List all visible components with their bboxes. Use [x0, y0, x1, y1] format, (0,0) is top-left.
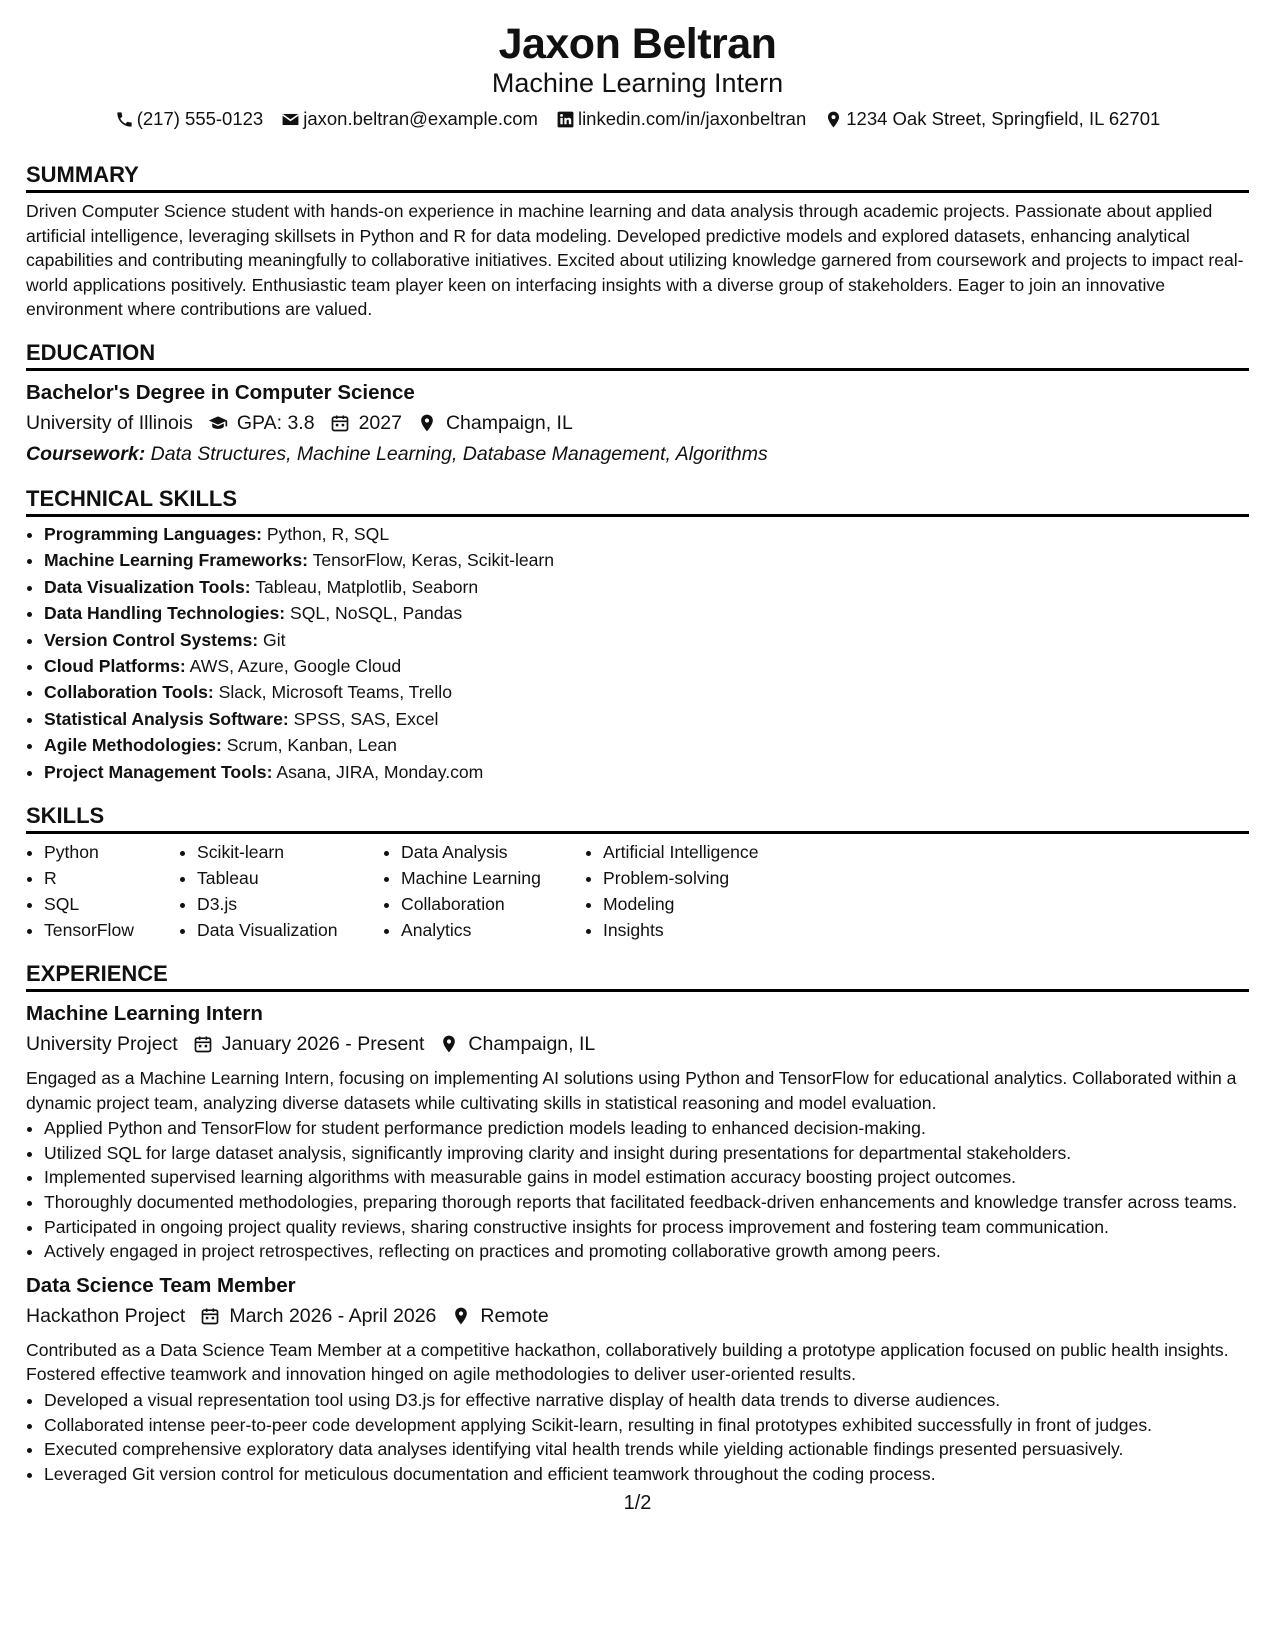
skill-values: Scrum, Kanban, Lean — [226, 735, 397, 756]
skill-item: • R — [44, 865, 179, 891]
job-bullet: • Actively engaged in project retrospectives, reflecting on practices and promoting collaborative growth among peers. — [44, 1239, 1249, 1264]
map-pin-icon — [417, 413, 437, 433]
job-entry — [26, 1000, 1249, 1264]
coursework — [26, 440, 1249, 468]
resume-page — [26, 18, 1249, 1486]
skill-item: • Python — [44, 839, 179, 865]
skill-item: • Data Analysis — [401, 839, 585, 865]
skill-category: Agile Methodologies: — [44, 735, 222, 756]
calendar-icon — [200, 1306, 220, 1326]
skill-item: • Artificial Intelligence — [603, 839, 823, 865]
job-bullet: • Leveraged Git version control for meticulous documentation and efficient teamwork throughout the coding process. — [44, 1462, 1249, 1487]
contact-phone[interactable] — [115, 106, 264, 132]
skill-values: TensorFlow, Keras, Scikit-learn — [312, 550, 555, 571]
skill-item: • Insights — [603, 917, 823, 943]
education-location: Champaign, IL — [445, 411, 573, 434]
skills-column — [179, 839, 383, 943]
job-location: Champaign, IL — [468, 1033, 596, 1056]
section-heading: SUMMARY — [26, 162, 1249, 193]
job-bullet: • Executed comprehensive exploratory data analyses identifying vital health trends while yielding actionable findings presented persuasively. — [44, 1437, 1249, 1462]
technical-skill-item — [44, 627, 1249, 653]
section-heading: EDUCATION — [26, 340, 1249, 371]
calendar-icon — [193, 1034, 213, 1054]
job-dates: March 2026 - April 2026 — [229, 1304, 437, 1327]
skill-item: • Scikit-learn — [197, 839, 383, 865]
skill-category: Data Handling Technologies: — [44, 603, 286, 624]
skill-category: Version Control Systems: — [44, 629, 259, 650]
skill-values: Slack, Microsoft Teams, Trello — [218, 682, 452, 703]
skill-values: SPSS, SAS, Excel — [293, 708, 439, 729]
skill-values: SQL, NoSQL, Pandas — [290, 603, 463, 624]
job-entry — [26, 1272, 1249, 1487]
skill-values: Tableau, Matplotlib, Seaborn — [255, 576, 479, 597]
section-heading: EXPERIENCE — [26, 961, 1249, 992]
technical-skill-item — [44, 600, 1249, 626]
envelope-icon — [281, 110, 300, 129]
degree-title: Bachelor's Degree in Computer Science — [26, 380, 415, 404]
technical-skill-item — [44, 759, 1249, 785]
section-heading: SKILLS — [26, 803, 1249, 834]
job-bullets — [26, 1388, 1249, 1486]
email-text: jaxon.beltran@example.com — [303, 108, 538, 129]
section-heading: TECHNICAL SKILLS — [26, 486, 1249, 517]
map-pin-icon — [824, 110, 843, 129]
calendar-icon — [330, 413, 350, 433]
technical-skill-item — [44, 547, 1249, 573]
technical-skills-list — [26, 521, 1249, 785]
address-text: 1234 Oak Street, Springfield, IL 62701 — [846, 108, 1161, 129]
summary-text: Driven Computer Science student with hands-on experience in machine learning and data analysis through academic projects. Passionate about applied artificial intelligence, leveraging skillsets in Python and R for data modeling. Developed predictive models and explored datasets, enhancing analytical capabilities and contributing meaningfully to collaborative initiatives. Excited about utilizing knowledge garnered from coursework and projects to impact real-world applications positively. Enthusiastic team player keen on interfacing insights with a diverse group of stakeholders. Eager to join an innovative environment where contributions are valued. — [26, 201, 1244, 320]
job-location: Remote — [480, 1304, 549, 1327]
skill-item: • Modeling — [603, 891, 823, 917]
job-title: Data Science Team Member — [26, 1273, 296, 1297]
job-meta — [26, 1030, 1249, 1058]
contact-email[interactable] — [281, 106, 538, 132]
skill-category: Machine Learning Frameworks: — [44, 550, 308, 571]
experience-section — [26, 961, 1249, 1486]
skill-category: Data Visualization Tools: — [44, 576, 251, 597]
job-bullet: • Utilized SQL for large dataset analysis, significantly improving clarity and insight during presentations for departmental stakeholders. — [44, 1141, 1249, 1166]
skill-values: Python, R, SQL — [266, 523, 390, 544]
gpa: GPA: 3.8 — [236, 411, 315, 434]
skills-section — [26, 803, 1249, 943]
summary-section — [26, 162, 1249, 322]
job-bullets — [26, 1116, 1249, 1264]
technical-skill-item — [44, 679, 1249, 705]
technical-skill-item — [44, 706, 1249, 732]
graduation-year: 2027 — [358, 411, 402, 434]
contact-bar — [26, 106, 1249, 132]
skill-item: • Data Visualization — [197, 917, 383, 943]
job-summary: Engaged as a Machine Learning Intern, focusing on implementing AI solutions using Python and TensorFlow for educational analytics. Collaborated within a dynamic project team, analyzing diverse datasets while cultivating skills in statistical reasoning and model evaluation. — [26, 1068, 1237, 1113]
job-bullet: • Collaborated intense peer-to-peer code development applying Scikit-learn, resulting in final prototypes exhibited successfully in front of judges. — [44, 1413, 1249, 1438]
skills-grid — [26, 839, 1249, 943]
contact-address — [824, 106, 1160, 132]
skill-item: • D3.js — [197, 891, 383, 917]
job-summary: Contributed as a Data Science Team Member at a competitive hackathon, collaboratively building a prototype application focused on public health insights. Fostered effective teamwork and innovation hinged on agile methodologies to deliver user-oriented results. — [26, 1339, 1229, 1385]
technical-skills-section — [26, 486, 1249, 785]
job-dates: January 2026 - Present — [221, 1033, 425, 1056]
skill-item: • SQL — [44, 891, 179, 917]
skill-item: • Collaboration — [401, 891, 585, 917]
coursework-list: Data Structures, Machine Learning, Database Management, Algorithms — [150, 442, 768, 465]
job-title: Machine Learning Intern — [26, 1002, 263, 1026]
skill-category: Programming Languages: — [44, 523, 262, 544]
job-bullet: • Implemented supervised learning algorithms with measurable gains in model estimation accuracy boosting project outcomes. — [44, 1165, 1249, 1190]
skill-category: Project Management Tools: — [44, 761, 273, 782]
skills-column — [383, 839, 585, 943]
education-meta — [26, 409, 1249, 437]
technical-skill-item — [44, 574, 1249, 600]
skill-category: Collaboration Tools: — [44, 682, 214, 703]
graduation-cap-icon — [208, 413, 228, 433]
job-bullet: • Thoroughly documented methodologies, preparing thorough reports that facilitated feedback-driven enhancements and knowledge transfer across teams. — [44, 1190, 1249, 1215]
technical-skill-item — [44, 653, 1249, 679]
skill-values: Asana, JIRA, Monday.com — [276, 761, 484, 782]
job-organization: University Project — [26, 1033, 178, 1056]
skills-column — [585, 839, 823, 943]
job-meta — [26, 1302, 1249, 1330]
skills-column — [26, 839, 179, 943]
page-number: 1/2 — [623, 1492, 652, 1514]
contact-linkedin[interactable] — [556, 106, 806, 132]
phone-text: (217) 555-0123 — [136, 108, 264, 129]
candidate-title: Machine Learning Intern — [491, 68, 784, 98]
skill-item: • TensorFlow — [44, 917, 179, 943]
skill-category: Statistical Analysis Software: — [44, 708, 289, 729]
job-bullet: • Participated in ongoing project quality reviews, sharing constructive insights for process improvement and fostering team communication. — [44, 1215, 1249, 1240]
coursework-label: Coursework: — [26, 442, 146, 465]
phone-icon — [115, 110, 134, 129]
skill-values: Git — [263, 629, 286, 650]
skill-item: • Machine Learning — [401, 865, 585, 891]
skill-category: Cloud Platforms: — [44, 656, 186, 676]
school-name: University of Illinois — [26, 411, 193, 434]
map-pin-icon — [439, 1034, 459, 1054]
skill-item: • Problem-solving — [603, 865, 823, 891]
technical-skill-item — [44, 732, 1249, 758]
map-pin-icon — [451, 1306, 471, 1326]
job-list — [26, 1000, 1249, 1486]
job-bullet: • Applied Python and TensorFlow for student performance prediction models leading to enhanced decision-making. — [44, 1116, 1249, 1141]
job-organization: Hackathon Project — [26, 1304, 186, 1327]
candidate-name: Jaxon Beltran — [498, 20, 777, 68]
linkedin-text: linkedin.com/in/jaxonbeltran — [577, 108, 807, 129]
skill-item: • Tableau — [197, 865, 383, 891]
job-bullet: • Developed a visual representation tool using D3.js for effective narrative display of health data trends to diverse audiences. — [44, 1388, 1249, 1413]
skill-item: • Analytics — [401, 917, 585, 943]
skill-values: AWS, Azure, Google Cloud — [189, 656, 402, 676]
linkedin-icon — [556, 110, 575, 129]
technical-skill-item — [44, 521, 1249, 547]
education-section — [26, 340, 1249, 468]
